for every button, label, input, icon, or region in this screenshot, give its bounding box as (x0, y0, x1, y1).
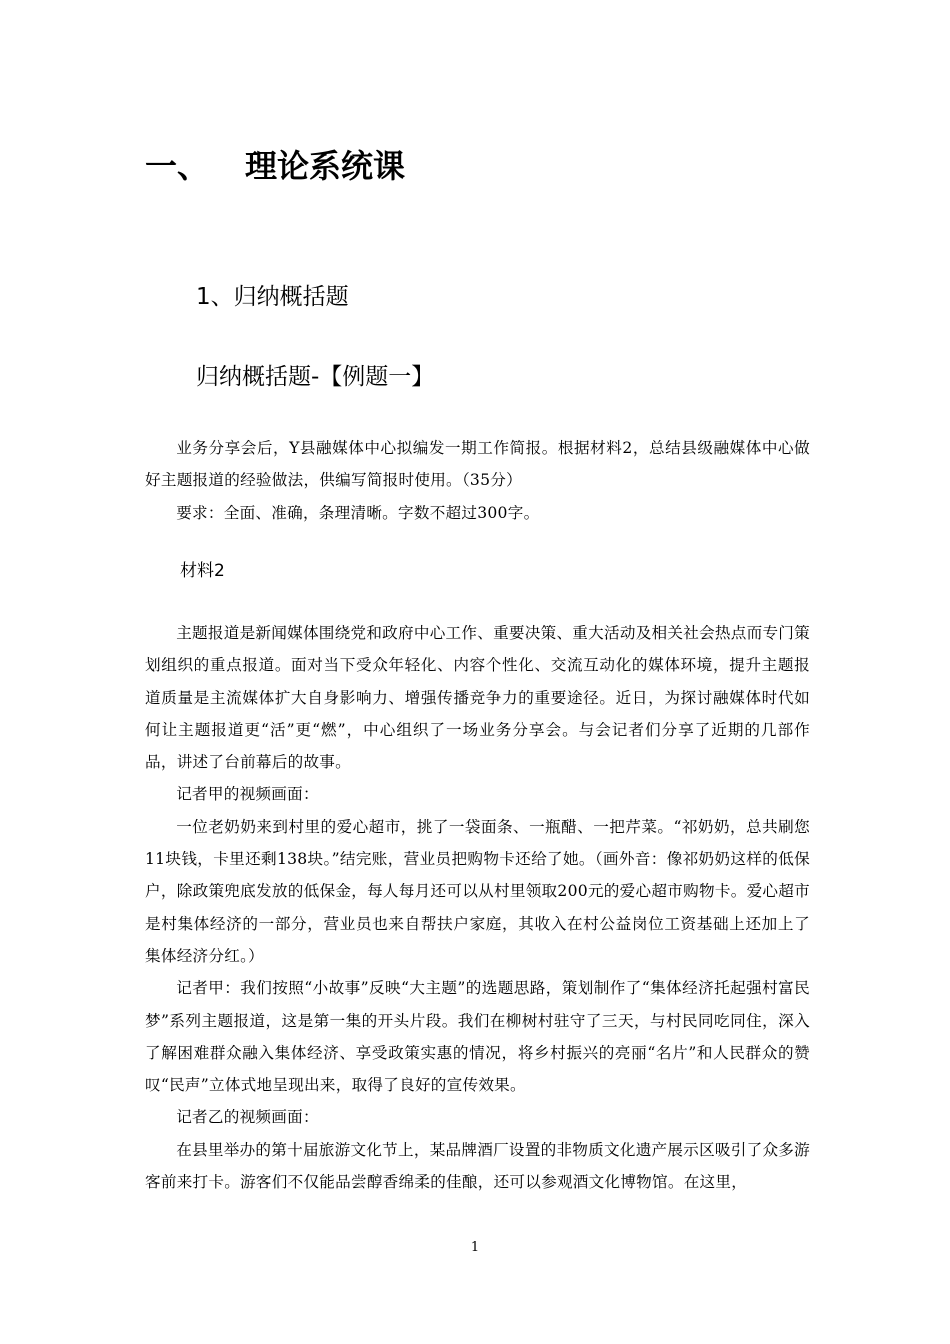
subsection-heading: 1、归纳概括题 (196, 284, 349, 310)
material-label: 材料2 (180, 561, 225, 581)
question-requirements: 要求：全面、准确，条理清晰。字数不超过300字。 (176, 503, 540, 522)
question-prompt: 业务分享会后，Y县融媒体中心拟编发一期工作简报。根据材料2，总结县级融媒体中心做好主题报道的经验做法，供编写简报时使用。（35分） (145, 439, 810, 490)
material-paragraph: 记者乙的视频画面： (176, 1108, 319, 1127)
section-title: 理论系统课 (245, 147, 406, 185)
material-paragraph: 记者甲：我们按照“小故事”反映“大主题”的选题思路，策划制作了“集体经济托起强村富民梦”系列主题报道，这是第一集的开头片段。我们在柳树村驻守了三天，与村民同吃同住，深入了解困难群众融入集体经济、享受政策实惠的情况，将乡村振兴的亮丽“名片”和人民群众的赞叹“民声”立体式地呈现出来，取得了良好的宣传效果。 (145, 979, 810, 1095)
section-heading (145, 142, 405, 190)
section-number: 一、 (145, 147, 210, 185)
material-body (145, 617, 810, 1198)
page-number: 1 (470, 1240, 480, 1255)
question-block (145, 432, 810, 529)
material-paragraph: 一位老奶奶来到村里的爱心超市，挑了一袋面条、一瓶醋、一把芹菜。“祁奶奶，总共刷您11块钱，卡里还剩138块。”结完账，营业员把购物卡还给了她。（画外音：像祁奶奶这样的低保户，除政策兜底发放的低保金，每人每月还可以从村里领取200元的爱心超市购物卡。爱心超市是村集体经济的一部分，营业员也来自帮扶户家庭，其收入在村公益岗位工资基础上还加上了集体经济分红。） (145, 817, 810, 965)
material-paragraph: 主题报道是新闻媒体围绕党和政府中心工作、重要决策、重大活动及相关社会热点而专门策划组织的重点报道。面对当下受众年轻化、内容个性化、交流互动化的媒体环境，提升主题报道质量是主流媒体扩大自身影响力、增强传播竞争力的重要途径。近日，为探讨融媒体时代如何让主题报道更“活”更“燃”，中心组织了一场业务分享会。与会记者们分享了近期的几部作品，讲述了台前幕后的故事。 (145, 624, 810, 772)
example-heading: 归纳概括题-【例题一】 (196, 364, 435, 390)
material-paragraph: 记者甲的视频画面： (176, 785, 319, 804)
material-paragraph: 在县里举办的第十届旅游文化节上，某品牌酒厂设置的非物质文化遗产展示区吸引了众多游客前来打卡。游客们不仅能品尝醇香绵柔的佳酿，还可以参观酒文化博物馆。在这里， (145, 1140, 810, 1192)
